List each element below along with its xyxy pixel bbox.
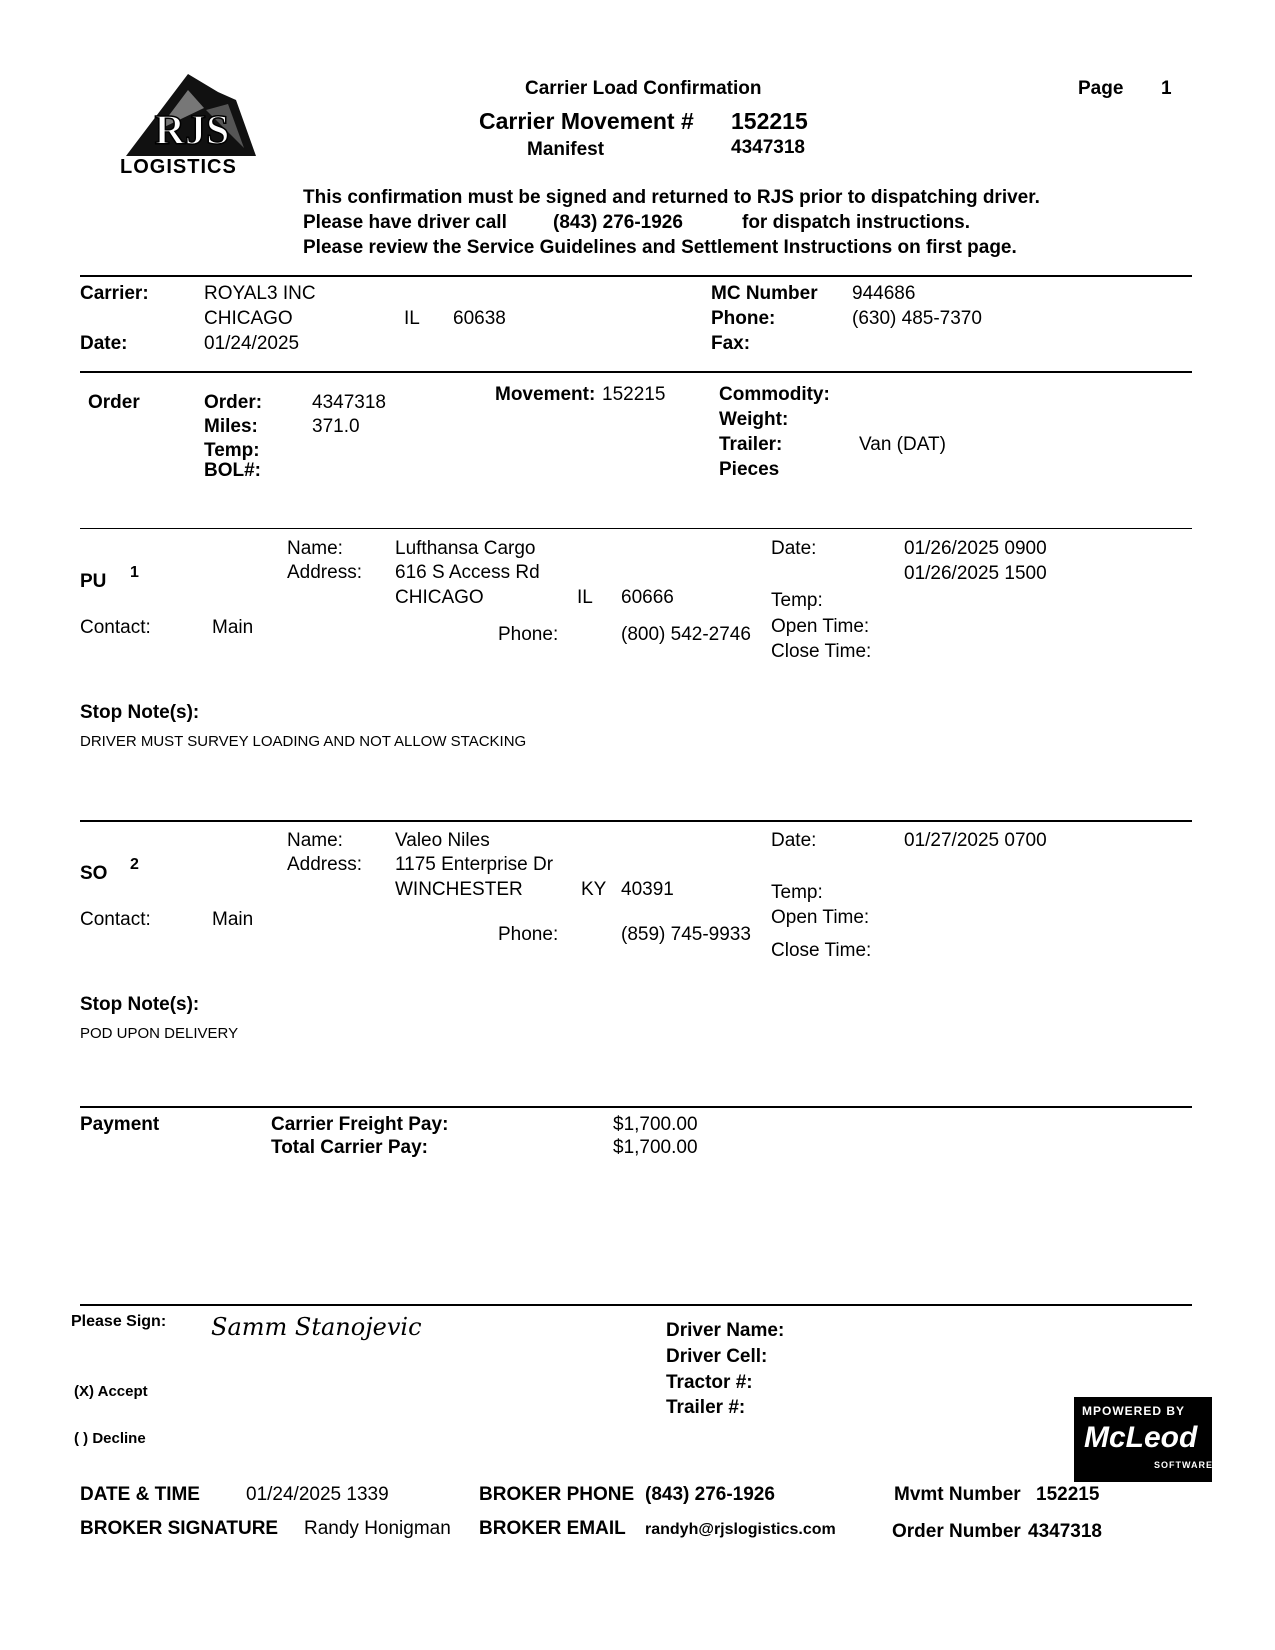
- broker-phone: (843) 276-1926: [645, 1484, 775, 1505]
- stop-number: 2: [130, 856, 139, 873]
- broker-signature-label: BROKER SIGNATURE: [80, 1518, 279, 1539]
- stop-address-label: Address:: [287, 854, 362, 875]
- trailer-number-label: Trailer #:: [666, 1397, 746, 1418]
- mc-number-label: MC Number: [711, 283, 818, 304]
- stop-number: 1: [130, 564, 139, 581]
- instruction-call-text: Please have driver call: [303, 212, 507, 233]
- please-sign-label: Please Sign:: [71, 1313, 167, 1330]
- pieces-label: Pieces: [719, 459, 780, 480]
- divider: [80, 820, 1192, 822]
- datetime: 01/24/2025 1339: [246, 1484, 389, 1505]
- datetime-label: DATE & TIME: [80, 1484, 200, 1505]
- broker-signature: Randy Honigman: [304, 1518, 451, 1539]
- mvmt-number: 152215: [1036, 1484, 1100, 1505]
- accept-option[interactable]: (X) Accept: [74, 1383, 148, 1400]
- carrier-phone: (630) 485-7370: [852, 308, 982, 329]
- order-movement-label: Movement:: [495, 384, 596, 405]
- stop-notes: POD UPON DELIVERY: [80, 1025, 239, 1042]
- stop-contact: Main: [212, 617, 254, 638]
- weight-label: Weight:: [719, 409, 789, 430]
- mcleod-badge: [1074, 1397, 1212, 1482]
- stop-date-1: 01/26/2025 0900: [904, 538, 1047, 559]
- stop-address: 616 S Access Rd: [395, 562, 540, 583]
- movement-number: 152215: [731, 108, 808, 134]
- stop-date-label: Date:: [771, 538, 817, 559]
- stop-name-label: Name:: [287, 538, 343, 559]
- stop-phone-label: Phone:: [498, 924, 559, 945]
- carrier-state: IL: [404, 308, 420, 329]
- mcleod-sub: SOFTWARE: [1154, 1460, 1213, 1470]
- page-label: Page: [1078, 78, 1124, 99]
- miles-value: 371.0: [312, 416, 360, 437]
- tractor-label: Tractor #:: [666, 1372, 753, 1393]
- stop-contact: Main: [212, 909, 254, 930]
- mc-number: 944686: [852, 283, 916, 304]
- manifest-number: 4347318: [731, 137, 805, 158]
- carrier-name: ROYAL3 INC: [204, 283, 316, 304]
- stop-temp-label: Temp:: [771, 882, 823, 903]
- carrier-fax-label: Fax:: [711, 333, 751, 354]
- order-number: 4347318: [312, 392, 386, 413]
- divider: [80, 1106, 1192, 1108]
- stop-date-label: Date:: [771, 830, 817, 851]
- logo-word: LOGISTICS: [120, 156, 237, 178]
- carrier-label: Carrier:: [80, 283, 149, 304]
- driver-name-label: Driver Name:: [666, 1320, 785, 1341]
- document-title: Carrier Load Confirmation: [525, 78, 762, 99]
- dispatch-phone: (843) 276-1926: [553, 212, 683, 233]
- stop-name-label: Name:: [287, 830, 343, 851]
- instruction-dispatch-text: for dispatch instructions.: [742, 212, 971, 233]
- stop-date-2: 01/26/2025 1500: [904, 563, 1047, 584]
- manifest-label: Manifest: [527, 139, 605, 160]
- stop-close-label: Close Time:: [771, 641, 872, 662]
- movement-label: Carrier Movement #: [479, 108, 694, 134]
- bol-label: BOL#:: [204, 460, 261, 481]
- driver-cell-label: Driver Cell:: [666, 1346, 768, 1367]
- stop-close-label: Close Time:: [771, 940, 872, 961]
- carrier-date-label: Date:: [80, 333, 128, 354]
- broker-phone-label: BROKER PHONE: [479, 1484, 635, 1505]
- decline-option[interactable]: ( ) Decline: [74, 1430, 146, 1447]
- stop-open-label: Open Time:: [771, 907, 870, 928]
- stop-contact-label: Contact:: [80, 617, 151, 638]
- stop-contact-label: Contact:: [80, 909, 151, 930]
- signature[interactable]: Samm Stanojevic: [211, 1313, 422, 1341]
- stop-city: WINCHESTER: [395, 879, 523, 900]
- divider: [80, 275, 1192, 277]
- order-label: Order:: [204, 392, 263, 413]
- order-number-label: Order Number: [892, 1521, 1021, 1542]
- order-movement: 152215: [602, 384, 666, 405]
- logo-letters: RJS: [154, 108, 230, 154]
- carrier-city: CHICAGO: [204, 308, 293, 329]
- order-section-label: Order: [88, 392, 140, 413]
- divider: [80, 1304, 1192, 1306]
- trailer-value: Van (DAT): [859, 434, 946, 455]
- total-pay: $1,700.00: [613, 1137, 698, 1158]
- broker-email[interactable]: randyh@rjslogistics.com: [645, 1521, 836, 1538]
- stop-phone: (859) 745-9933: [621, 924, 751, 945]
- carrier-zip: 60638: [453, 308, 506, 329]
- mcleod-top-text: MPOWERED BY: [1082, 1404, 1186, 1418]
- instruction-line-3: Please review the Service Guidelines and Settlement Instructions on first page.: [303, 237, 1017, 258]
- freight-pay-label: Carrier Freight Pay:: [271, 1114, 449, 1135]
- trailer-label: Trailer:: [719, 434, 783, 455]
- temp-label: Temp:: [204, 440, 260, 461]
- stop-open-label: Open Time:: [771, 616, 870, 637]
- stop-zip: 60666: [621, 587, 674, 608]
- instruction-line-1: This confirmation must be signed and returned to RJS prior to dispatching driver.: [303, 187, 1040, 208]
- stop-phone: (800) 542-2746: [621, 624, 751, 645]
- stop-temp-label: Temp:: [771, 590, 823, 611]
- stop-date-1: 01/27/2025 0700: [904, 830, 1047, 851]
- mvmt-number-label: Mvmt Number: [894, 1484, 1021, 1505]
- stop-state: IL: [577, 587, 593, 608]
- stop-state: KY: [581, 879, 607, 900]
- stop-notes-label: Stop Note(s):: [80, 702, 200, 723]
- stop-notes-label: Stop Note(s):: [80, 994, 200, 1015]
- freight-pay: $1,700.00: [613, 1114, 698, 1135]
- stop-notes: DRIVER MUST SURVEY LOADING AND NOT ALLOW STACKING: [80, 733, 527, 750]
- commodity-label: Commodity:: [719, 384, 830, 405]
- stop-phone-label: Phone:: [498, 624, 559, 645]
- stop-type: SO: [80, 863, 108, 884]
- mcleod-name: McLeod: [1084, 1421, 1198, 1454]
- stop-address: 1175 Enterprise Dr: [395, 854, 554, 875]
- broker-email-label: BROKER EMAIL: [479, 1518, 626, 1539]
- stop-type: PU: [80, 571, 107, 592]
- footer-order-number: 4347318: [1028, 1521, 1102, 1542]
- stop-name: Valeo Niles: [395, 830, 490, 851]
- stop-name: Lufthansa Cargo: [395, 538, 536, 559]
- divider: [80, 528, 1192, 529]
- company-logo: [118, 70, 268, 182]
- divider: [80, 371, 1192, 373]
- stop-address-label: Address:: [287, 562, 362, 583]
- miles-label: Miles:: [204, 416, 258, 437]
- page-number: 1: [1161, 78, 1172, 99]
- carrier-phone-label: Phone:: [711, 308, 776, 329]
- payment-label: Payment: [80, 1114, 160, 1135]
- carrier-date: 01/24/2025: [204, 333, 300, 354]
- total-pay-label: Total Carrier Pay:: [271, 1137, 428, 1158]
- stop-zip: 40391: [621, 879, 674, 900]
- stop-city: CHICAGO: [395, 587, 484, 608]
